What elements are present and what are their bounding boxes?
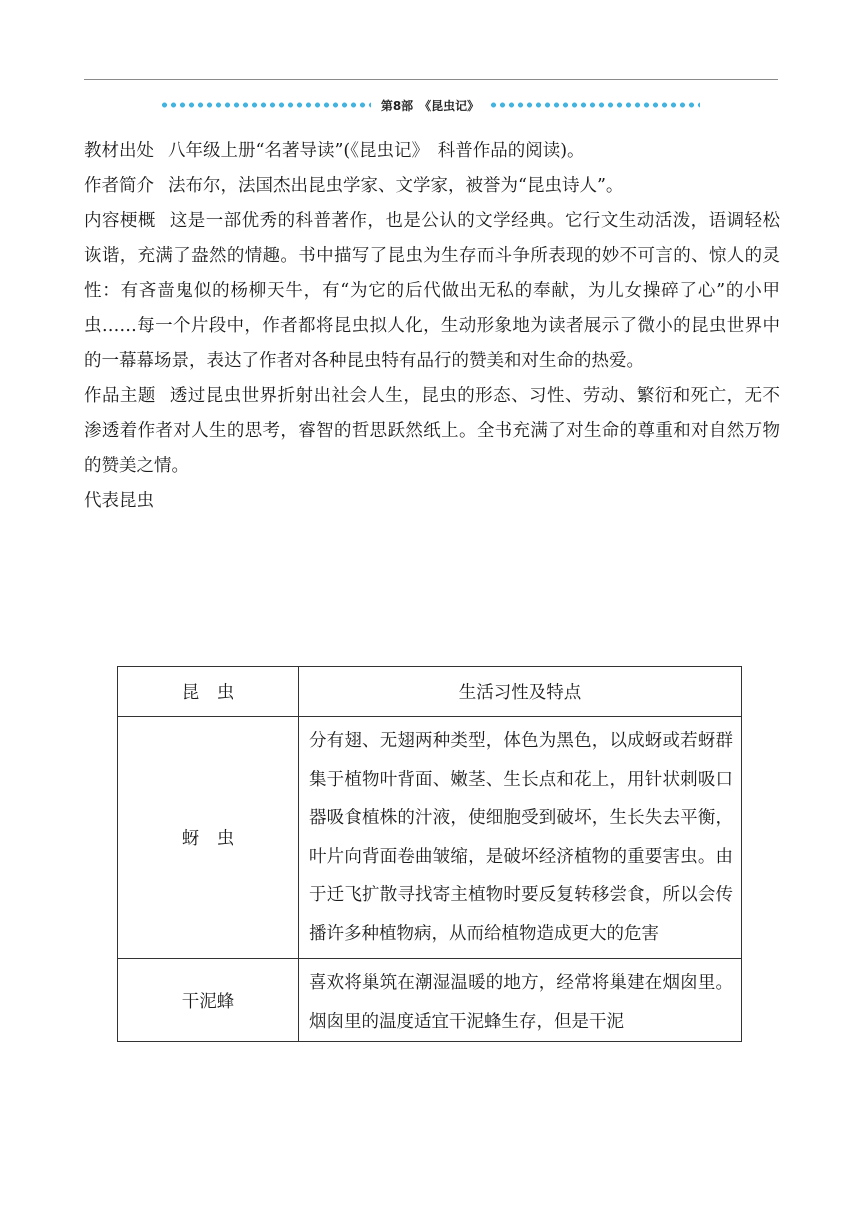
summary-label: 内容梗概	[84, 211, 156, 231]
insect-name: 干泥蜂	[118, 959, 299, 1042]
summary-paragraph	[84, 204, 780, 379]
table-header-row	[118, 667, 742, 717]
top-rule	[84, 79, 778, 80]
author-paragraph	[84, 169, 780, 204]
dotted-decoration-left	[160, 102, 371, 108]
column-header-insect: 昆 虫	[118, 667, 299, 717]
section-title: 第8部 《昆虫记》	[380, 98, 480, 113]
content	[84, 134, 780, 519]
insect-description: 分有翅、无翅两种类型，体色为黑色，以成蚜或若蚜群集于植物叶背面、嫩茎、生长点和花上，用针状刺吸口器吸食植株的汁液，使细胞受到破坏，生长失去平衡，叶片向背面卷曲皱缩，是破坏经济植物的重要害虫。由于迁飞扩散寻找寄主植物时要反复转移尝食，所以会传播许多种植物病，从而给植物造成更大的危害	[299, 717, 742, 959]
representative-heading: 代表昆虫	[84, 491, 154, 511]
source-label: 教材出处	[84, 141, 154, 161]
insect-description: 喜欢将巢筑在潮湿温暖的地方，经常将巢建在烟囱里。烟囱里的温度适宜干泥蜂生存，但是干泥	[299, 959, 742, 1042]
author-label: 作者简介	[84, 176, 154, 196]
section-header	[160, 96, 700, 114]
insect-name: 蚜 虫	[118, 717, 299, 959]
table-row	[118, 717, 742, 959]
source-text: 八年级上册“名著导读”(《昆虫记》 科普作品的阅读)。	[168, 141, 585, 161]
theme-text: 透过昆虫世界折射出社会人生，昆虫的形态、习性、劳动、繁衍和死亡，无不渗透着作者对人生的思考，睿智的哲思跃然纸上。全书充满了对生命的尊重和对自然万物的赞美之情。	[84, 386, 781, 476]
table-row	[118, 959, 742, 1042]
theme-paragraph	[84, 379, 780, 484]
column-header-habits: 生活习性及特点	[299, 667, 742, 717]
summary-text: 这是一部优秀的科普著作，也是公认的文学经典。它行文生动活泼，语调轻松诙谐，充满了盎然的情趣。书中描写了昆虫为生存而斗争所表现的妙不可言的、惊人的灵性：有吝啬鬼似的杨柳天牛，有“为它的后代做出无私的奉献，为儿女操碎了心”的小甲虫……每一个片段中，作者都将昆虫拟人化，生动形象地为读者展示了微小的昆虫世界中的一幕幕场景，表达了作者对各种昆虫特有品行的赞美和对生命的热爱。	[84, 211, 781, 371]
theme-label: 作品主题	[84, 386, 156, 406]
author-text: 法布尔，法国杰出昆虫学家、文学家，被誉为“昆虫诗人”。	[168, 176, 624, 196]
dotted-decoration-right	[489, 102, 700, 108]
insect-table	[117, 666, 742, 1042]
source-paragraph	[84, 134, 780, 169]
